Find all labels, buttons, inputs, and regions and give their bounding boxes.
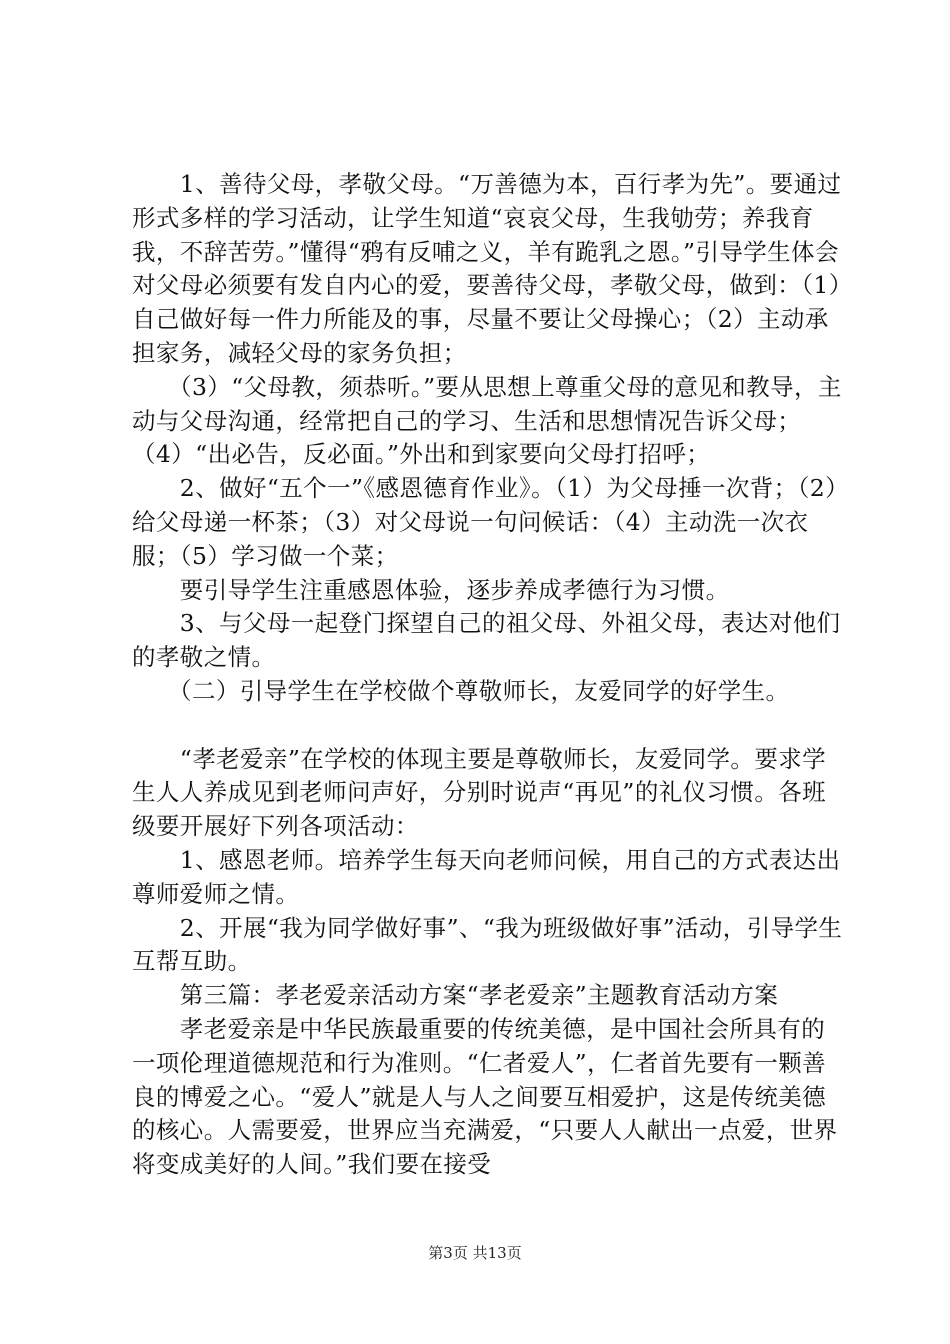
paragraph-five-ones-homework: 2、做好“五个一”《感恩德育作业》。（1）为父母捶一次背；（2）给父母递一杯茶；（3）对父母说一句问候话：（4）主动洗一次衣服；（5）学习做一个菜； — [132, 474, 838, 570]
paragraph-gratitude-experience: 要引导学生注重感恩体验，逐步养成孝德行为习惯。 — [132, 575, 730, 604]
paragraph-listen-to-parents: （3）“父母教，须恭听。”要从思想上尊重父母的意见和教导，主动与父母沟通，经常把自己的学习、生活和思想情况告诉父母；（4）“出必告，反必面。”外出和到家要向父母打招呼； — [132, 372, 842, 469]
paragraph-thank-teachers: 1、感恩老师。培养学生每天向老师问候，用自己的方式表达出尊师爱师之情。 — [132, 845, 841, 908]
document-body — [132, 168, 847, 1182]
chapter-title-part-three: 第三篇：孝老爱亲活动方案“孝老爱亲”主题教育活动方案 — [132, 981, 779, 1010]
paragraph-visit-grandparents: 3、与父母一起登门探望自己的祖父母、外祖父母，表达对他们的孝敬之情。 — [132, 609, 841, 672]
paragraph-spacer — [132, 709, 847, 743]
paragraph-filial-respect: 1、善待父母，孝敬父母。“万善德为本，百行孝为先”。要通过形式多样的学习活动，让学生知道“哀哀父母，生我劬劳；养我育我，不辞苦劳。”懂得“鸦有反哺之义，羊有跪乳之恩。”引导学生体会对父母必须要有发自内心的爱，要善待父母，孝敬父母，做到：（1）自己做好每一件力所能及的事，尽量不要让父母操心；（2）主动承担家务，减轻父母的家务负担； — [132, 170, 842, 367]
page-footer: 第3页 共13页 — [428, 1244, 522, 1262]
paragraph-traditional-virtue: 孝老爱亲是中华民族最重要的传统美德，是中国社会所具有的一项伦理道德规范和行为准则。“仁者爱人”，仁者首先要有一颗善良的博爱之心。“爱人”就是人与人之间要互相爱护，这是传统美德的核心。人需要爱，世界应当充满爱，“只要人人献出一点爱，世界将变成美好的人间。”我们要在接受 — [132, 1014, 838, 1179]
section-heading-school: （二）引导学生在学校做个尊敬师长，友爱同学的好学生。 — [132, 676, 790, 705]
paragraph-good-deeds: 2、开展“我为同学做好事”、“我为班级做好事”活动，引导学生互帮互助。 — [132, 913, 843, 976]
paragraph-school-respect: “孝老爱亲”在学校的体现主要是尊敬师长，友爱同学。要求学生人人养成见到老师问声好，分别时说声“再见”的礼仪习惯。各班级要开展好下列各项活动： — [132, 744, 827, 841]
